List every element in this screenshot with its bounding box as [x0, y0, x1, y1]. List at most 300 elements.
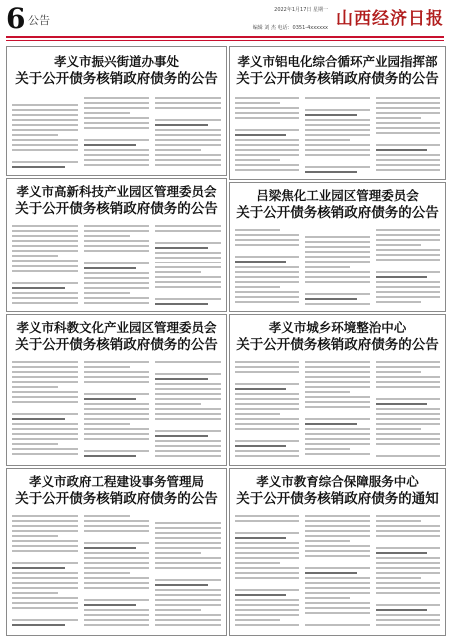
- body-text-line: [12, 381, 78, 383]
- body-text-line: [155, 139, 221, 141]
- body-text-line: [235, 520, 299, 522]
- body-text-line: [305, 401, 369, 403]
- body-text-line: [376, 286, 440, 288]
- notice-heading-line2: 关于公开债务核销政府债务的公告: [15, 337, 218, 353]
- body-text-line: [155, 430, 221, 432]
- body-text-line: [376, 624, 440, 626]
- body-text-line: [84, 525, 150, 527]
- body-text-line: [305, 229, 369, 233]
- body-text-line: [155, 423, 221, 427]
- body-text-line: [12, 577, 78, 579]
- body-text-line: [12, 260, 78, 262]
- body-text-line: [305, 555, 369, 557]
- body-text-line: [376, 149, 427, 151]
- body-text-line: [235, 398, 299, 400]
- body-text-line: [305, 396, 369, 398]
- body-text-line: [305, 298, 356, 300]
- body-text-line: [235, 159, 280, 161]
- body-text-line: [155, 129, 221, 131]
- body-text-line: [305, 443, 369, 445]
- body-text-line: [305, 525, 369, 527]
- body-text-line: [305, 251, 369, 253]
- body-text-line: [376, 229, 440, 231]
- body-text-line: [235, 296, 299, 298]
- body-text-line: [155, 589, 221, 591]
- notice-heading-line1: 孝义市政府工程建设事务管理局: [28, 474, 204, 489]
- body-text-line: [376, 366, 440, 368]
- body-text-line: [155, 154, 221, 156]
- body-text-line: [12, 371, 78, 373]
- body-text-line: [155, 614, 221, 616]
- body-text-line: [305, 276, 369, 278]
- body-text-line: [235, 249, 299, 253]
- body-text-line: [155, 440, 221, 442]
- body-text-line: [376, 169, 440, 171]
- body-text-line: [12, 545, 78, 547]
- body-text-line: [235, 122, 299, 126]
- body-text-line: [235, 301, 299, 303]
- body-text-line: [305, 448, 350, 450]
- body-text-line: [84, 599, 150, 601]
- body-text-line: [305, 577, 369, 579]
- body-text-line: [305, 428, 369, 430]
- body-text-line: [235, 572, 299, 574]
- body-text-line: [155, 107, 221, 109]
- body-text-line: [305, 386, 369, 388]
- notice-heading: [7, 315, 226, 354]
- body-text-line: [84, 624, 150, 626]
- notice-body: [12, 361, 221, 459]
- notice-heading-line2: 关于公开债务核销政府债务的公告: [15, 71, 218, 87]
- body-text-line: [84, 97, 150, 99]
- body-text-line: [12, 555, 78, 559]
- body-text-line: [305, 607, 369, 609]
- body-text-line: [235, 383, 299, 385]
- body-text-line: [305, 241, 369, 243]
- body-text-line: [84, 159, 150, 161]
- body-text-line: [235, 366, 299, 368]
- body-text-line: [376, 619, 440, 621]
- body-text-line: [155, 450, 221, 452]
- body-text-line: [12, 418, 65, 420]
- body-text-line: [376, 127, 440, 129]
- body-text-line: [155, 435, 208, 437]
- body-text-line: [376, 535, 440, 537]
- body-text-line: [235, 149, 299, 151]
- body-text-line: [84, 132, 150, 136]
- body-text-line: [305, 438, 369, 440]
- body-text-line: [235, 376, 299, 380]
- body-text-line: [84, 609, 150, 611]
- body-text-line: [84, 282, 150, 284]
- body-text-line: [84, 225, 150, 227]
- body-text-line: [84, 413, 150, 415]
- body-text-line: [235, 433, 299, 437]
- body-text-line: [235, 129, 299, 131]
- body-text-line: [155, 542, 221, 544]
- body-text-line: [376, 291, 440, 293]
- body-text-line: [305, 154, 369, 156]
- body-text-line: [12, 540, 78, 542]
- notice-gongcheng: [6, 468, 227, 636]
- body-text-line: [235, 619, 280, 621]
- notice-body: [235, 229, 440, 305]
- body-text-line: [376, 577, 421, 579]
- body-text-line: [155, 562, 221, 564]
- body-text-line: [376, 587, 440, 589]
- notice-heading: [7, 179, 226, 218]
- body-text-line: [235, 107, 299, 109]
- body-text-line: [235, 445, 286, 447]
- body-text-line: [84, 230, 150, 232]
- body-text-line: [235, 139, 299, 141]
- body-text-line: [235, 547, 299, 549]
- notice-heading-line2: 关于公开债务核销政府债务的公告: [236, 337, 439, 353]
- body-text-line: [84, 592, 150, 596]
- body-text-line: [235, 440, 299, 442]
- body-text-line: [12, 109, 78, 111]
- body-text-line: [305, 166, 369, 168]
- body-text-line: [376, 609, 427, 611]
- body-text-line: [305, 159, 369, 163]
- body-text-line: [155, 584, 208, 586]
- body-text-line: [305, 246, 369, 248]
- body-text-line: [12, 366, 78, 368]
- body-text-line: [305, 433, 369, 435]
- body-text-line: [84, 423, 130, 425]
- body-text-line: [155, 557, 221, 559]
- body-text-line: [84, 393, 150, 395]
- body-text-line: [235, 567, 299, 569]
- body-text-line: [155, 398, 221, 400]
- body-text-line: [155, 418, 221, 420]
- body-text-line: [12, 428, 78, 430]
- body-text-line: [376, 557, 440, 559]
- body-text-line: [376, 371, 421, 373]
- body-text-line: [155, 604, 221, 606]
- body-text-line: [376, 244, 421, 246]
- body-text-line: [84, 547, 137, 549]
- body-text-line: [155, 522, 221, 524]
- notice-heading-line2: 关于公开债务核销政府债务的公告: [236, 205, 439, 221]
- body-text-line: [155, 373, 221, 375]
- body-text-line: [376, 572, 440, 574]
- body-text-line: [12, 255, 58, 257]
- body-text-line: [235, 102, 280, 104]
- body-text-line: [305, 371, 369, 373]
- body-text-line: [12, 139, 78, 141]
- body-text-line: [235, 97, 299, 99]
- body-text-line: [155, 119, 221, 121]
- body-text-line: [12, 413, 78, 415]
- body-text-line: [305, 149, 369, 151]
- notice-lvliang-jiaohua: [229, 182, 446, 312]
- body-text-line: [376, 361, 440, 363]
- body-text-line: [12, 235, 78, 237]
- body-text-line: [84, 371, 150, 373]
- body-text-line: [84, 277, 150, 279]
- body-text-line: [84, 604, 137, 606]
- body-text-line: [376, 604, 440, 606]
- body-text-line: [155, 281, 221, 283]
- notice-heading-line1: 孝义市铝电化综合循环产业园指挥部: [237, 54, 438, 69]
- body-text-line: [305, 109, 369, 111]
- body-text-line: [84, 520, 150, 522]
- body-text-line: [305, 286, 369, 290]
- body-text-line: [235, 144, 299, 146]
- body-text-line: [84, 530, 150, 532]
- body-text-line: [155, 567, 221, 569]
- body-text-line: [155, 413, 221, 415]
- body-text-line: [12, 287, 65, 289]
- body-text-line: [235, 239, 299, 241]
- body-text-line: [376, 520, 421, 522]
- body-text-line: [155, 366, 221, 370]
- body-text-line: [12, 602, 78, 604]
- body-text-line: [12, 587, 78, 589]
- body-text-line: [12, 453, 78, 455]
- body-text-line: [12, 619, 78, 621]
- body-text-line: [155, 532, 221, 534]
- body-text-line: [235, 599, 299, 601]
- body-text-line: [376, 597, 440, 601]
- body-text-line: [12, 520, 78, 522]
- body-text-line: [305, 376, 369, 378]
- body-text-line: [235, 169, 299, 171]
- body-text-line: [235, 455, 299, 457]
- notice-body: [12, 225, 221, 305]
- body-text-line: [84, 562, 150, 564]
- body-text-line: [12, 592, 58, 594]
- body-text-line: [305, 271, 369, 273]
- body-text-line: [12, 129, 78, 131]
- body-text-line: [155, 594, 221, 596]
- body-text-line: [12, 448, 78, 450]
- body-text-line: [84, 139, 150, 141]
- body-text-line: [155, 235, 221, 239]
- body-text-line: [376, 398, 440, 400]
- body-text-line: [235, 261, 286, 263]
- body-text-line: [84, 552, 150, 554]
- body-text-line: [155, 393, 221, 395]
- body-text-line: [376, 281, 440, 283]
- body-text-line: [235, 361, 299, 363]
- body-text-line: [12, 433, 78, 435]
- body-text-line: [376, 234, 440, 236]
- body-text-line: [376, 413, 440, 415]
- header-rule-thin: [6, 40, 444, 41]
- body-text-line: [305, 236, 369, 238]
- body-text-line: [155, 572, 221, 576]
- body-text-line: [12, 396, 78, 398]
- body-text-line: [155, 303, 208, 305]
- body-text-line: [84, 117, 150, 119]
- body-text-line: [376, 567, 440, 569]
- body-text-line: [155, 271, 201, 273]
- body-text-line: [305, 597, 350, 599]
- notice-heading: [230, 47, 445, 88]
- notice-body: [235, 97, 440, 173]
- body-text-line: [305, 266, 350, 268]
- body-text-line: [235, 594, 286, 596]
- body-text-line: [84, 398, 137, 400]
- body-text-line: [305, 381, 369, 383]
- body-text-line: [155, 383, 221, 385]
- notice-lvdianhua: [229, 46, 446, 180]
- body-text-line: [155, 579, 221, 581]
- notice-body: [235, 361, 440, 459]
- body-text-line: [376, 102, 440, 104]
- body-text-line: [84, 361, 150, 363]
- body-text-line: [235, 229, 280, 231]
- body-text-line: [155, 276, 221, 278]
- body-text-line: [235, 291, 299, 293]
- body-text-line: [84, 240, 150, 242]
- body-text-line: [376, 592, 440, 594]
- body-text-line: [305, 129, 369, 131]
- body-text-line: [376, 296, 440, 298]
- body-text-line: [376, 418, 440, 420]
- notice-zhenxing: [6, 46, 227, 176]
- body-text-line: [84, 450, 150, 452]
- body-text-line: [305, 587, 369, 589]
- notice-heading: [230, 469, 445, 508]
- body-text-line: [155, 252, 221, 254]
- body-text-line: [12, 270, 78, 272]
- body-text-line: [155, 298, 221, 300]
- body-text-line: [305, 391, 350, 393]
- body-text-line: [376, 259, 440, 261]
- body-text-line: [235, 266, 299, 268]
- body-text-line: [12, 225, 78, 227]
- body-text-line: [376, 381, 440, 383]
- body-text-line: [235, 537, 286, 539]
- body-text-line: [305, 423, 356, 425]
- body-text-line: [155, 164, 221, 166]
- body-text-line: [155, 225, 221, 227]
- body-text-line: [12, 562, 78, 564]
- body-text-line: [84, 272, 150, 274]
- body-text-line: [305, 550, 369, 552]
- body-text-line: [305, 617, 369, 621]
- body-text-line: [12, 624, 65, 626]
- body-text-line: [12, 361, 78, 363]
- notice-heading-line2: 关于公开债务核销政府债务的公告: [236, 71, 439, 87]
- notice-heading-line1: 孝义市城乡环境整治中心: [268, 320, 407, 335]
- body-text-line: [305, 624, 369, 626]
- body-text-line: [84, 164, 150, 166]
- body-text-line: [12, 612, 78, 616]
- body-text-line: [235, 281, 299, 283]
- body-text-line: [235, 582, 299, 586]
- body-text-line: [155, 552, 201, 554]
- body-text-line: [376, 438, 440, 440]
- body-text-line: [376, 443, 440, 445]
- body-text-line: [84, 144, 137, 146]
- body-text-line: [305, 540, 350, 542]
- body-text-line: [155, 624, 221, 626]
- body-text-line: [305, 612, 369, 614]
- body-text-line: [84, 255, 150, 259]
- body-text-line: [235, 112, 299, 114]
- body-text-line: [12, 550, 78, 552]
- body-text-line: [84, 433, 150, 435]
- body-text-line: [155, 134, 221, 136]
- body-text-line: [235, 450, 299, 452]
- body-text-line: [155, 230, 221, 232]
- body-text-line: [12, 302, 78, 304]
- body-text-line: [155, 445, 221, 447]
- body-text-line: [84, 582, 150, 584]
- notice-jiaoyu: [229, 468, 446, 636]
- body-text-line: [235, 408, 299, 410]
- body-text-line: [376, 271, 440, 273]
- notice-heading-line2: 关于公开债务核销政府债务的公告: [15, 201, 218, 217]
- body-text-line: [305, 515, 369, 517]
- body-text-line: [235, 418, 299, 420]
- body-text-line: [84, 408, 150, 410]
- body-text-line: [12, 124, 78, 126]
- body-text-line: [376, 403, 427, 405]
- body-text-line: [376, 159, 440, 161]
- body-text-line: [84, 262, 150, 264]
- body-text-line: [305, 139, 350, 141]
- notice-heading-line1: 孝义市教育综合保障服务中心: [256, 474, 419, 489]
- body-text-line: [84, 443, 150, 447]
- notice-heading-line1: 孝义市科教文化产业园区管理委员会: [16, 320, 217, 335]
- notice-heading: [7, 47, 226, 88]
- body-text-line: [12, 423, 78, 425]
- body-text-line: [12, 154, 78, 158]
- masthead: [0, 0, 450, 40]
- body-text-line: [12, 292, 78, 294]
- body-text-line: [155, 515, 221, 519]
- body-text-line: [235, 423, 299, 425]
- body-text-line: [235, 525, 299, 529]
- body-text-line: [12, 391, 78, 393]
- body-text-line: [12, 149, 78, 151]
- notice-heading-line1: 孝义市高新科技产业园区管理委员会: [16, 184, 217, 199]
- body-text-line: [235, 604, 299, 606]
- body-text-line: [376, 107, 440, 109]
- body-text-line: [155, 159, 221, 161]
- body-text-line: [235, 609, 299, 611]
- body-text-line: [84, 614, 150, 616]
- body-text-line: [235, 388, 286, 390]
- body-text-line: [376, 515, 440, 517]
- body-text-line: [305, 572, 356, 574]
- body-text-line: [305, 119, 369, 121]
- body-text-line: [376, 547, 440, 549]
- body-text-line: [12, 572, 78, 574]
- body-text-line: [155, 361, 221, 363]
- notice-heading-line1: 孝义市振兴街道办事处: [53, 54, 179, 69]
- body-text-line: [155, 547, 221, 549]
- body-text-line: [12, 438, 78, 440]
- body-text-line: [305, 520, 369, 522]
- body-text-line: [235, 117, 299, 119]
- body-text-line: [84, 438, 150, 440]
- body-text-line: [235, 234, 299, 236]
- body-text-line: [305, 134, 369, 136]
- body-text-line: [155, 378, 208, 380]
- body-text-line: [235, 532, 299, 534]
- body-text-line: [155, 609, 201, 611]
- body-text-line: [235, 577, 299, 579]
- body-text-line: [84, 428, 150, 430]
- body-text-line: [305, 530, 369, 532]
- body-text-line: [305, 545, 369, 547]
